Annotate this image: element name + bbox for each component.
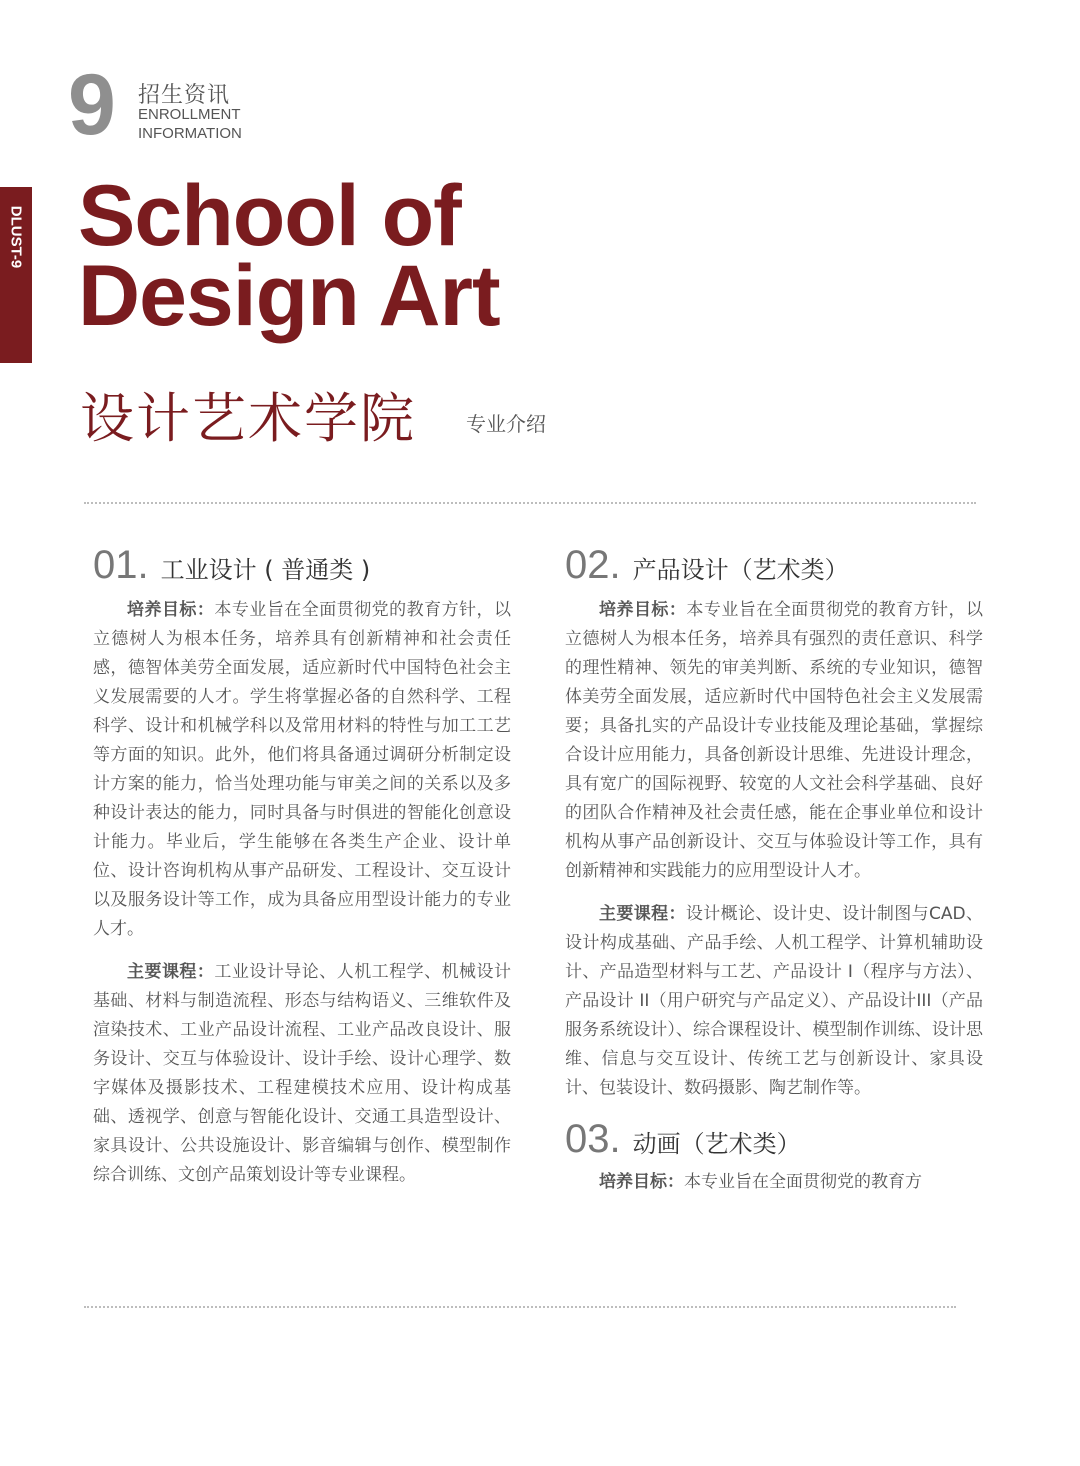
major-goal bbox=[93, 596, 511, 944]
major-title: 产品设计（艺术类） bbox=[632, 556, 849, 584]
section-title-cn: 招生资讯 bbox=[138, 83, 231, 108]
major-column-right bbox=[565, 543, 983, 1211]
page-title-cn: 设计艺术学院 bbox=[80, 387, 416, 450]
section-title-en-line2: INFORMATION bbox=[138, 125, 242, 142]
major-heading bbox=[565, 543, 983, 588]
section-number: 9 bbox=[68, 57, 116, 153]
major-goal bbox=[565, 1168, 983, 1197]
goal-label: 培养目标： bbox=[599, 600, 687, 620]
major-courses bbox=[93, 958, 511, 1190]
major-number: 02. bbox=[565, 543, 621, 587]
major-title: 动画（艺术类） bbox=[632, 1130, 801, 1158]
major-number: 01. bbox=[93, 543, 149, 587]
courses-text: 工业设计导论、人机工程学、机械设计基础、材料与制造流程、形态与结构语义、三维软件及渲染技术、工业产品设计流程、工业产品改良设计、服务设计、交互与体验设计、设计手绘、设计心理学、数字媒体及摄影技术、工程建模技术应用、设计构成基础、透视学、创意与智能化设计、交通工具造型设计、家具设计、公共设施设计、影音编辑与创作、模型制作综合训练、文创产品策划设计等专业课程。 bbox=[93, 962, 512, 1185]
page-title-en bbox=[78, 168, 500, 344]
side-tab-label: DLUST-9 bbox=[7, 205, 25, 269]
section-title-en bbox=[138, 105, 242, 143]
courses-text: 设计概论、设计史、设计制图与CAD、设计构成基础、产品手绘、人机工程学、计算机辅助设计、产品造型材料与工艺、产品设计 I（程序与方法）、产品设计 II（用户研究与产品定义）、产品设计III（产品服务系统设计）、综合课程设计、模型制作训练、设计思维、信息与交互设计、传统工艺与创新设计、家具设计、包装设计、数码摄影、陶艺制作等。 bbox=[565, 904, 984, 1098]
bottom-divider bbox=[84, 1306, 956, 1308]
major-number: 03. bbox=[565, 1117, 621, 1161]
major-courses bbox=[565, 900, 983, 1103]
title-en-line2: Design Art bbox=[78, 248, 500, 344]
courses-label: 主要课程： bbox=[599, 904, 686, 924]
major-heading bbox=[93, 543, 511, 588]
courses-label: 主要课程： bbox=[127, 962, 215, 982]
page-subtitle: 专业介绍 bbox=[466, 412, 546, 436]
goal-text: 本专业旨在全面贯彻党的教育方针，以立德树人为根本任务，培养具有强烈的责任意识、科学的理性精神、领先的审美判断、系统的专业知识，德智体美劳全面发展，适应新时代中国特色社会主义发展需要；具备扎实的产品设计专业技能及理论基础，掌握综合设计应用能力，具备创新设计思维、先进设计理念，具有宽广的国际视野、较宽的人文社会科学基础、良好的团队合作精神及社会责任感，能在企事业单位和设计机构从事产品创新设计、交互与体验设计等工作，具有创新精神和实践能力的应用型设计人才。 bbox=[565, 600, 984, 881]
major-heading bbox=[565, 1117, 983, 1162]
title-en-line1: School of bbox=[78, 168, 461, 264]
goal-label: 培养目标： bbox=[127, 600, 215, 620]
major-column-left bbox=[93, 543, 511, 1204]
major-title: 工业设计 ( 普通类 ) bbox=[160, 556, 371, 584]
side-tab bbox=[0, 187, 32, 363]
goal-text: 本专业旨在全面贯彻党的教育方针，以立德树人为根本任务，培养具有创新精神和社会责任感，德智体美劳全面发展，适应新时代中国特色社会主义发展需要的人才。学生将掌握必备的自然科学、工程科学、设计和机械学科以及常用材料的特性与加工工艺等方面的知识。此外，他们将具备通过调研分析制定设计方案的能力，恰当处理功能与审美之间的关系以及多种设计表达的能力，同时具备与时俱进的智能化创意设计能力。毕业后，学生能够在各类生产企业、设计单位、设计咨询机构从事产品研发、工程设计、交互设计以及服务设计等工作，成为具备应用型设计能力的专业人才。 bbox=[93, 600, 512, 939]
goal-label: 培养目标： bbox=[599, 1172, 684, 1192]
goal-text: 本专业旨在全面贯彻党的教育方 bbox=[684, 1172, 922, 1192]
major-goal bbox=[565, 596, 983, 886]
top-divider bbox=[84, 502, 976, 504]
section-title-en-line1: ENROLLMENT bbox=[138, 106, 241, 123]
